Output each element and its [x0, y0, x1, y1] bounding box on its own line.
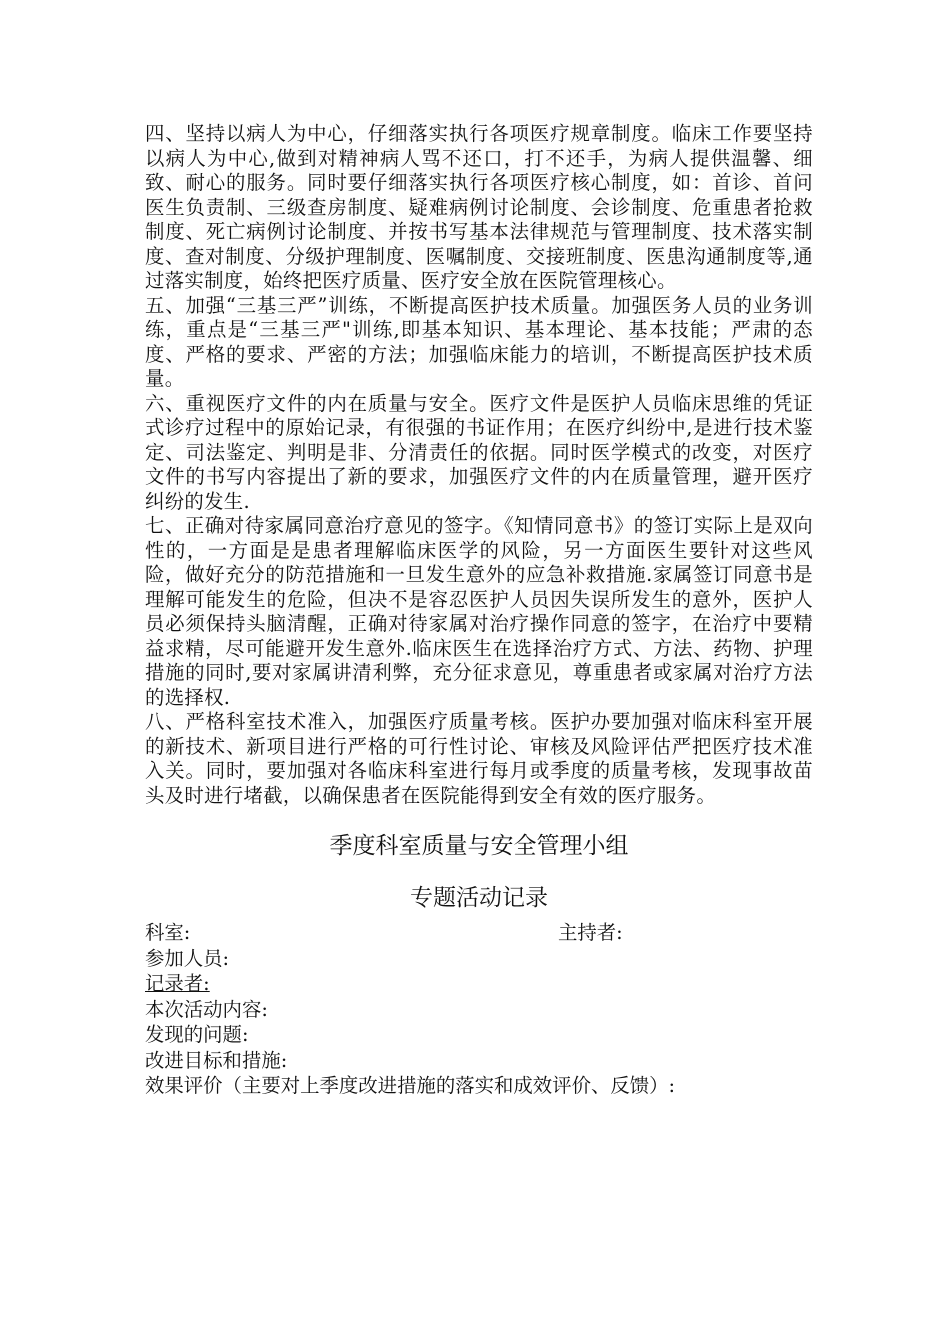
recorder-row	[145, 971, 813, 997]
document-page	[145, 122, 813, 1099]
evaluation-label: 效果评价（主要对上季度改进措施的落实和成效评价、反馈）:	[145, 1074, 676, 1097]
recorder-label: 记录者:	[145, 972, 210, 995]
record-title: 季度科室质量与安全管理小组	[329, 833, 629, 859]
paragraph-8: 八、严格科室技术准入，加强医疗质量考核。医护办要加强对临床科室开展的新技术、新项目进行严格的可行性讨论、审核及风险评估严把医疗技术准入关。同时，要加强对各临床科室进行每月或季度的质量考核，发现事故苗头及时进行堵截，以确保患者在医院能得到安全有效的医疗服务。	[145, 710, 813, 807]
paragraph-7: 七、正确对待家属同意治疗意见的签字。《知情同意书》的签订实际上是双向性的，一方面是是患者理解临床医学的风险，另一方面医生要针对这些风险，做好充分的防范措施和一旦发生意外的应急补救措施.家属签订同意书是理解可能发生的危险，但决不是容忍医护人员因失误所发生的意外，医护人员必须保持头脑清醒，正确对待家属对治疗操作同意的签字，在治疗中要精益求精，尽可能避开发生意外.临床医生在选择治疗方式、方法、药物、护理措施的同时,要对家属讲清利弊，充分征求意见，尊重患者或家属对治疗方法的选择权.	[145, 514, 813, 709]
record-form	[145, 920, 813, 1099]
goals-label: 改进目标和措施:	[145, 1048, 288, 1072]
paragraph-4: 四、坚持以病人为中心，仔细落实执行各项医疗规章制度。临床工作要坚持以病人为中心,做到对精神病人骂不还口，打不还手，为病人提供温馨、细致、耐心的服务。同时要仔细落实执行各项医疗核心制度，如：首诊、首问医生负责制、三级查房制度、疑难病例讨论制度、会诊制度、危重患者抢救制度、死亡病例讨论制度、并按书写基本法律规范与管理制度、技术落实制度、查对制度、分级护理制度、医嘱制度、交接班制度、医患沟通制度等,通过落实制度，始终把医疗质量、医疗安全放在医院管理核心。	[145, 122, 813, 292]
department-row	[145, 920, 813, 946]
paragraph-6: 六、重视医疗文件的内在质量与安全。医疗文件是医护人员临床思维的凭证式诊疗过程中的原始记录，有很强的书证作用；在医疗纠纷中,是进行技术鉴定、司法鉴定、判明是非、分清责任的依据。同时医学模式的改变，对医疗文件的书写内容提出了新的要求，加强医疗文件的内在质量管理，避开医疗纠纷的发生.	[145, 391, 813, 513]
participants-label: 参加人员:	[145, 946, 230, 970]
paragraph-5: 五、加强“三基三严”训练，不断提高医护技术质量。加强医务人员的业务训练，重点是“三基三严"训练,即基本知识、基本理论、基本技能；严肃的态度、严格的要求、严密的方法；加强临床能力的培训，不断提高医护技术质量。	[145, 293, 813, 390]
content-label: 本次活动内容:	[145, 997, 268, 1021]
host-label: 主持者:	[558, 921, 623, 944]
department-label: 科室:	[145, 921, 191, 944]
problems-label: 发现的问题:	[145, 1023, 249, 1046]
record-subtitle: 专题活动记录	[410, 885, 548, 911]
